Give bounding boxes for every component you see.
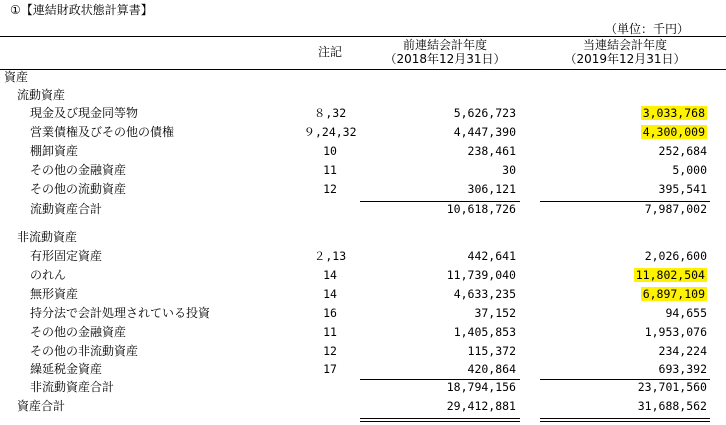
row-curr-value: 395,541 <box>658 182 707 196</box>
row-label: その他の流動資産 <box>30 182 127 196</box>
row-prev-value: 442,641 <box>467 249 516 263</box>
row-label: 営業債権及びその他の債権 <box>30 125 175 139</box>
row-curr-cell <box>550 144 707 159</box>
statement-title: ①【連結財政状態計算書】 <box>10 3 153 17</box>
row-label: 繰延税金資産 <box>30 362 103 376</box>
row-label: その他の非流動資産 <box>30 344 139 358</box>
row-curr-value: 234,224 <box>658 344 707 358</box>
row-prev-value: 5,626,723 <box>453 106 516 120</box>
row-label: 資産 <box>4 70 29 84</box>
row-note: 11 <box>323 325 337 339</box>
row-label: その他の金融資産 <box>30 325 127 339</box>
row-label: 非流動資産 <box>17 230 78 244</box>
prev-year-header: 前連結会計年度 <box>402 38 487 52</box>
row-label: 有形固定資産 <box>30 249 103 263</box>
total-double-rule-curr-1 <box>540 418 710 419</box>
header-bottom-rule <box>0 69 726 70</box>
row-note: 12 <box>323 344 337 358</box>
current-subtotal-rule-prev <box>360 201 520 202</box>
row-note: ８,32 <box>313 106 347 120</box>
row-curr-value-highlighted: 6,897,109 <box>642 287 705 301</box>
row-curr-value: 2,026,600 <box>644 249 707 263</box>
row-note: ２,13 <box>313 249 347 263</box>
row-prev-value: 4,447,390 <box>453 125 516 139</box>
row-label: 持分法で会計処理されている投資 <box>30 306 211 320</box>
row-curr-cell <box>550 380 707 395</box>
row-curr-cell <box>550 344 707 359</box>
row-note: 11 <box>323 163 337 177</box>
row-prev-value: 115,372 <box>467 344 516 358</box>
row-prev-value: 18,794,156 <box>446 380 516 394</box>
row-prev-value: 37,152 <box>474 306 516 320</box>
row-prev-value: 30 <box>502 163 516 177</box>
row-label: 流動資産 <box>17 88 66 102</box>
row-curr-value: 94,655 <box>665 306 707 320</box>
row-label: 現金及び現金同等物 <box>30 106 139 120</box>
row-label: 無形資産 <box>30 287 79 301</box>
noncurrent-subtotal-rule-prev <box>360 379 520 380</box>
total-double-rule-prev-1 <box>360 418 520 419</box>
row-curr-value: 7,987,002 <box>644 202 707 216</box>
row-curr-value: 5,000 <box>672 163 707 177</box>
row-curr-cell <box>550 202 707 217</box>
row-curr-cell <box>550 325 707 340</box>
row-curr-value: 31,688,562 <box>637 399 707 413</box>
noncurrent-subtotal-rule-curr <box>540 379 710 380</box>
row-note: 12 <box>323 182 337 196</box>
row-curr-cell <box>550 182 707 197</box>
row-prev-value: 29,412,881 <box>446 399 516 413</box>
row-note: 14 <box>323 268 337 282</box>
row-curr-cell <box>550 163 707 178</box>
row-note: 17 <box>323 362 337 376</box>
row-prev-value: 4,633,235 <box>453 287 516 301</box>
row-curr-cell <box>550 106 707 121</box>
total-double-rule-prev-2 <box>360 421 520 422</box>
row-curr-value-highlighted: 4,300,009 <box>642 125 705 139</box>
row-prev-value: 238,461 <box>467 144 516 158</box>
row-prev-value: 1,405,853 <box>453 325 516 339</box>
row-curr-value: 693,392 <box>658 362 707 376</box>
row-curr-value: 1,953,076 <box>644 325 707 339</box>
row-curr-value: 252,684 <box>658 144 707 158</box>
row-curr-cell <box>550 249 707 264</box>
current-subtotal-rule-curr <box>540 201 710 202</box>
row-curr-value-highlighted: 11,802,504 <box>635 268 705 282</box>
total-double-rule-curr-2 <box>540 421 710 422</box>
unit-label: （単位：千円） <box>605 22 690 36</box>
row-note: 14 <box>323 287 337 301</box>
row-note: ９,24,32 <box>303 125 357 139</box>
row-prev-value: 11,739,040 <box>446 268 516 282</box>
row-note: 10 <box>323 144 337 158</box>
curr-year-date: （2019年12月31日） <box>564 52 686 66</box>
row-label: 非流動資産合計 <box>30 380 115 394</box>
row-curr-cell <box>550 125 707 140</box>
row-label: その他の金融資産 <box>30 163 127 177</box>
row-curr-value: 23,701,560 <box>637 380 707 394</box>
row-prev-value: 420,864 <box>467 362 516 376</box>
note-column-header: 注記 <box>317 45 342 59</box>
header-top-rule <box>0 36 726 37</box>
row-label: 資産合計 <box>17 399 66 413</box>
row-prev-value: 10,618,726 <box>446 202 516 216</box>
row-label: のれん <box>30 268 67 282</box>
row-label: 流動資産合計 <box>30 202 103 216</box>
row-prev-value: 306,121 <box>467 182 516 196</box>
row-curr-cell <box>550 306 707 321</box>
prev-year-date: （2018年12月31日） <box>384 52 506 66</box>
row-curr-cell <box>550 399 707 414</box>
row-curr-cell <box>550 268 707 283</box>
row-curr-cell <box>550 362 707 377</box>
row-label: 棚卸資産 <box>30 144 79 158</box>
row-curr-value-highlighted: 3,033,768 <box>642 106 705 120</box>
curr-year-header: 当連結会計年度 <box>582 38 667 52</box>
row-note: 16 <box>323 306 337 320</box>
row-curr-cell <box>550 287 707 302</box>
